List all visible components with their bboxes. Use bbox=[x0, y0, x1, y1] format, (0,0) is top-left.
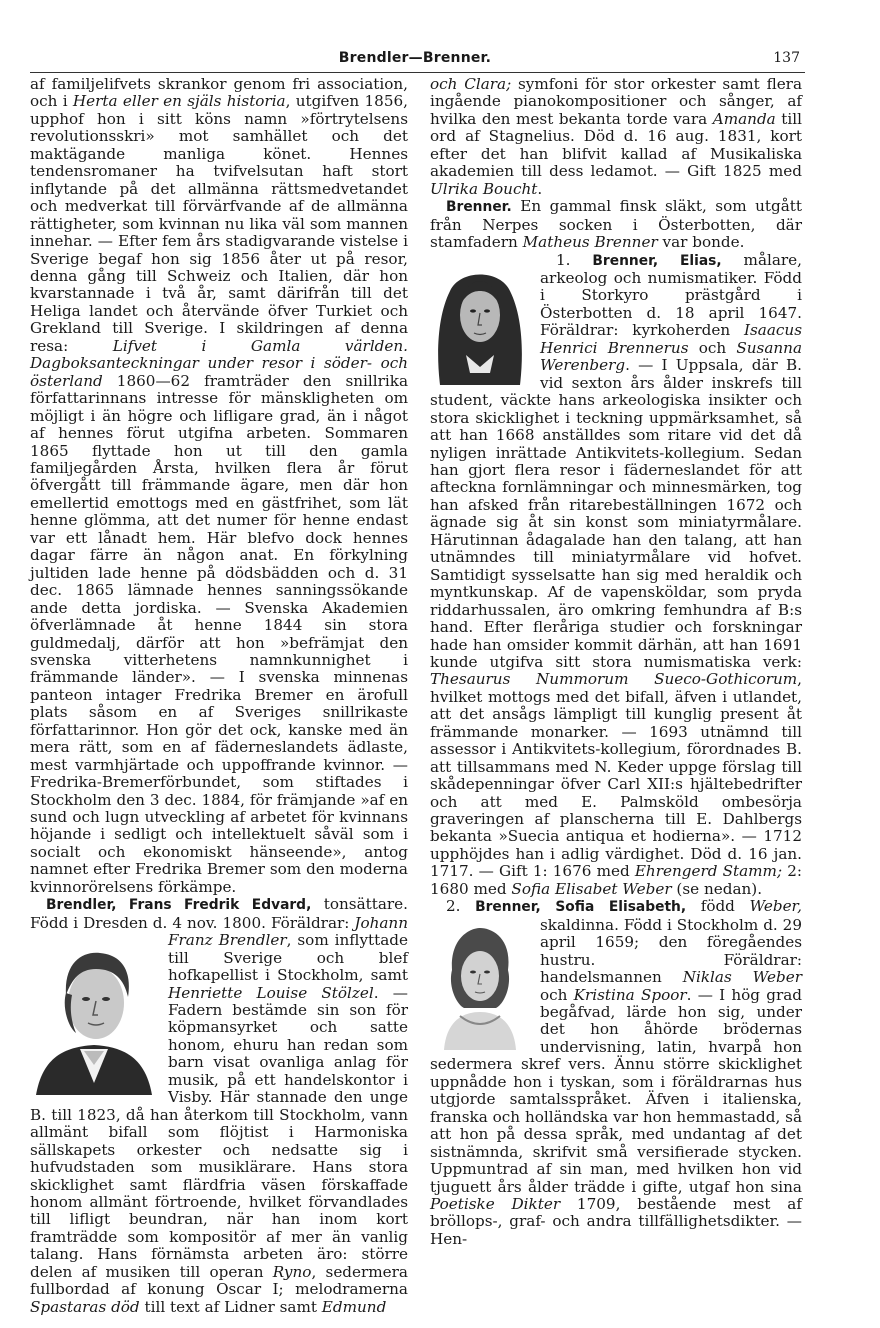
running-title: Brendler—Brenner. bbox=[338, 50, 492, 66]
right-column bbox=[430, 76, 802, 1248]
entry-number: 1. bbox=[556, 250, 571, 269]
page-number: 137 bbox=[773, 50, 800, 66]
portrait-brendler-image bbox=[30, 935, 158, 1095]
work-title: Herta eller en själs historia bbox=[72, 92, 286, 111]
left-column bbox=[30, 76, 408, 1316]
entry-number: 2. bbox=[446, 897, 461, 916]
entry-heading: Brenner, Elias, bbox=[592, 252, 722, 269]
portrait-elias-brenner-image bbox=[430, 255, 530, 385]
entry-sofia-brenner: 2. Brenner, Sofia Elisabeth, född Weber, skaldinna. Född i Stockholm d. 29 april 1659; den föregåendes hustru. Föräldrar: handelsmannen Niklas Weber och Kristina Spoor. — I hög grad begåfvad, lärde hon sig, under det hon åhörde brödernas undervisning, latin, hvarpå hon sedermera skref vers. Ännu större skicklighet uppnådde hon i tyskan, som i föräldrarnas hus utgjorde samtalsspråket. Äfven i italienska, franska och holländska var hon hemmastadd, så att hon på dessa språk, med undantag af det sistnämnda, skrifvit små versifierade stycken. Uppmuntrad af sin man, med hvilken hon vid tjuguett års ålder trädde i gifte, utgaf hon sina Poetiske Dikter 1709, bestående mest af bröllops-, graf- och andra tillfällighetsdikter. — Hen- bbox=[430, 897, 802, 1248]
work-title: Lifvet i Gamla världen. Dagboksanteckningar under resor i söder- och österland bbox=[30, 336, 408, 390]
entry-heading: Brenner. bbox=[446, 199, 512, 216]
page-header bbox=[30, 50, 800, 70]
entry-heading: Brenner, Sofia Elisabeth, bbox=[475, 899, 687, 916]
entry-brenner-family: Brenner. En gammal finsk släkt, som utgått från Nerpes socken i Österbotten, där stamfadern Matheus Brenner var bonde. bbox=[430, 197, 802, 252]
entry-brendler: Brendler, Frans Fredrik Edvard, tonsättare. Född i Dresden d. 4 nov. 1800. Föräldrar: Johann Franz Brendler, som inflyttade till Sverige och blef hofkapellist i Stockholm, samt Henriette Louise Stölzel. — Fadern bestämde sin son för köpmansyrket och satte honom, ehuru han redan som barn visat ovanliga anlag för musik, på ett handelskontor i Visby. Här stannade den unge B. till 1823, då han återkom till Stockholm, vann allmänt bifall som flöjtist i Harmoniska sällskapets orkester och nedsatte sig i hufvudstaden som musiklärare. Hans stora skicklighet samt flärdfria väsen förskaffade honom allmänt förtroende, hvilket förvandlades till lifligt beundran, när han inom kort framträdde som kompositör af mer än vanlig talang. Hans förnämsta arbeten äro: större delen af musiken till operan Ryno, sedermera fullbordad af konung Oscar I; melodramerna Spastaras död till text af Lidner samt Edmund bbox=[30, 895, 408, 1316]
entry-heading: Brendler, Frans Fredrik Edvard, bbox=[46, 897, 312, 914]
header-rule bbox=[30, 72, 805, 73]
portrait-sofia-brenner-image bbox=[430, 920, 530, 1050]
entry-elias-brenner: 1. Brenner, Elias, målare, arkeolog och numismatiker. Född i Storkyro prästgård i Österbotten d. 18 april 1647. Föräldrar: kyrkoherden Isaacus Henrici Brennerus och Susanna Werenberg. — I Uppsala, där B. vid sexton års ålder inskrefs till student, väckte hans arkeologiska insikter och stora skicklighet i teckning uppmärksamhet, så att han 1668 anställdes som ritare vid det då nyligen inrättade Antikvitets-kollegium. Sedan han gjort flera resor i fäderneslandet för att afteckna fornlämningar och minnesmärken, tog han afsked från ritarebeställningen 1672 och ägnade sig åt sin konst som miniatyrmålare. Härutinnan ådagalade han den talang, att han utnämndes till miniatyrmålare vid hofvet. Samtidigt sysselsatte han sig med heraldik och myntkunskap. Af de vapensköldar, som pryda riddarhussalen, äro omkring femhundra af B:s hand. Efter fleråriga studier och forskningar hade han omsider kommit därhän, att han 1691 kunde utgifva sitt stora numismatiska verk: Thesaurus Nummorum Sueco-Gothicorum, hvilket mottogs med det bifall, äfven i utlandet, att det ansågs lämpligt till kunglig present åt främmande monarker. — 1693 utnämnd till assessor i Antikvitets-kollegium, förordnades B. att tillsammans med N. Keder uppge förslag till skådepenningar öfver Carl XII:s hjältebedrifter och att med E. Palmsköld ombesörja graveringen af planscherna till E. Dahlbergs bekanta »Suecia antiqua et hodierna». — 1712 upphöjdes han i adlig värdighet. Död d. 16 jan. 1717. — Gift 1: 1676 med Ehrengerd Stamm; 2: 1680 med Sofia Elisabet Weber (se nedan). bbox=[430, 250, 803, 898]
brendler-continuation-paragraph: och Clara; symfoni för stor orkester samt flera ingående pianokompositioner och sånger, af hvilka den mest bekanta torde vara Amanda till ord af Stagnelius. Död d. 16 aug. 1831, kort efter det han blifvit kallad af Musikaliska akademien till dess ledamot. — Gift 1825 med Ulrika Boucht. bbox=[430, 75, 802, 198]
bremer-continuation-paragraph: af familjelifvets skrankor genom fri association, och i Herta eller en själs historia, utgifven 1856, upphof hon i sitt köns namn »förtrytelsens revolutionsskri» mot samhället och det maktägande manliga könet. Hennes tendensromaner ha tvifvelsutan haft stort inflytande på det allmänna rättsmedvetandet och medverkat till förvärfvande af de allmänna rättigheter, som kvinnan nu lika väl som mannen innehar. — Efter fem års stadigvarande vistelse i Sverige begaf hon sig 1856 åter ut på resor, denna gång till Schweiz och Italien, där hon kvarstannade i två år, samt därifrån till det Heliga landet och återvände öfver Turkiet och Grekland till Sverige. I skildringen af denna resa: Lifvet i Gamla världen. Dagboksanteckningar under resor i söder- och österland 1860—62 framträder den snillrika författarinnans intresse för mänskligheten om möjligt i än högre och lifligare grad, än i något af hennes förut utgifna arbeten. Sommaren 1865 flyttade hon ut till den gamla familjegården Årsta, hvilken flera år förut öfvergått till främmande ägare, men där hon emellertid emottogs med en gästfrihet, som lät henne glömma, att det numer för henne endast var ett lånadt hem. Här blefvo dock hennes dagar färre än någon anat. En förkylning jultiden lade henne på dödsbädden och d. 31 dec. 1865 lämnade hennes sanningssökande ande detta jordiska. — Svenska Akademien öfverlämnade åt henne 1844 sin stora guldmedalj, därför att hon »befrämjat den svenska vitterhetens namnkunnighet i främmande länder». — I svenska minnenas panteon intager Fredrika Bremer en ärofull plats såsom en af Sveriges snillrikaste författarinnor. Hon gör det ock, kanske med än mera rätt, som en af fäderneslandets ädlaste, mest varmhjärtade och uppoffrande kvinnor. — Fredrika-Bremerförbundet, som stiftades i Stockholm den 3 dec. 1884, för främjande »af en sund och lugn utveckling af arbetet för kvinnans höjande i sedligt och intellektuelt såväl som i socialt och ekonomiskt hänseende», antog namnet efter Fredrika Bremer som den moderna kvinnorörelsens förkämpe. bbox=[30, 75, 408, 896]
